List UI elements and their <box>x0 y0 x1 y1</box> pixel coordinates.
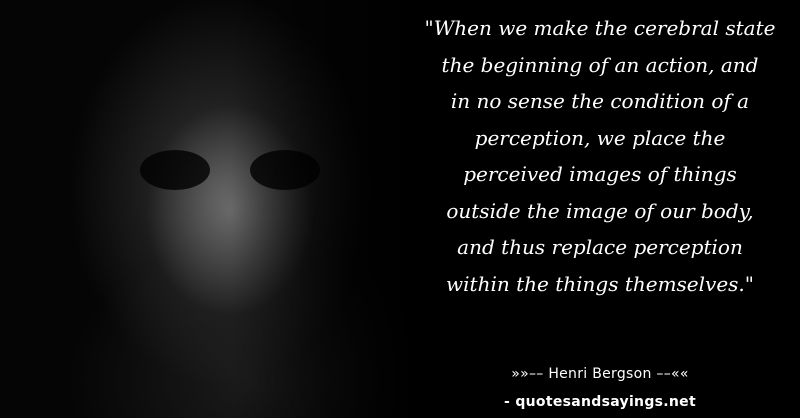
quote-line: in no sense the condition of a <box>450 89 750 113</box>
quote-line: "When we make the cerebral state <box>424 16 776 40</box>
quote-line: perceived images of things <box>463 162 737 186</box>
quote-line: and thus replace perception <box>457 235 743 259</box>
quote-author: »»–– Henri Bergson ––«« <box>511 366 689 382</box>
quote-line: outside the image of our body, <box>446 198 754 223</box>
quote-line: the beginning of an action, and <box>441 52 759 77</box>
quote-line: perception, we place the <box>474 125 726 150</box>
source-watermark: - quotesandsayings.net <box>504 394 696 410</box>
quote-line: within the things themselves." <box>446 271 754 296</box>
quote-text <box>405 10 795 302</box>
